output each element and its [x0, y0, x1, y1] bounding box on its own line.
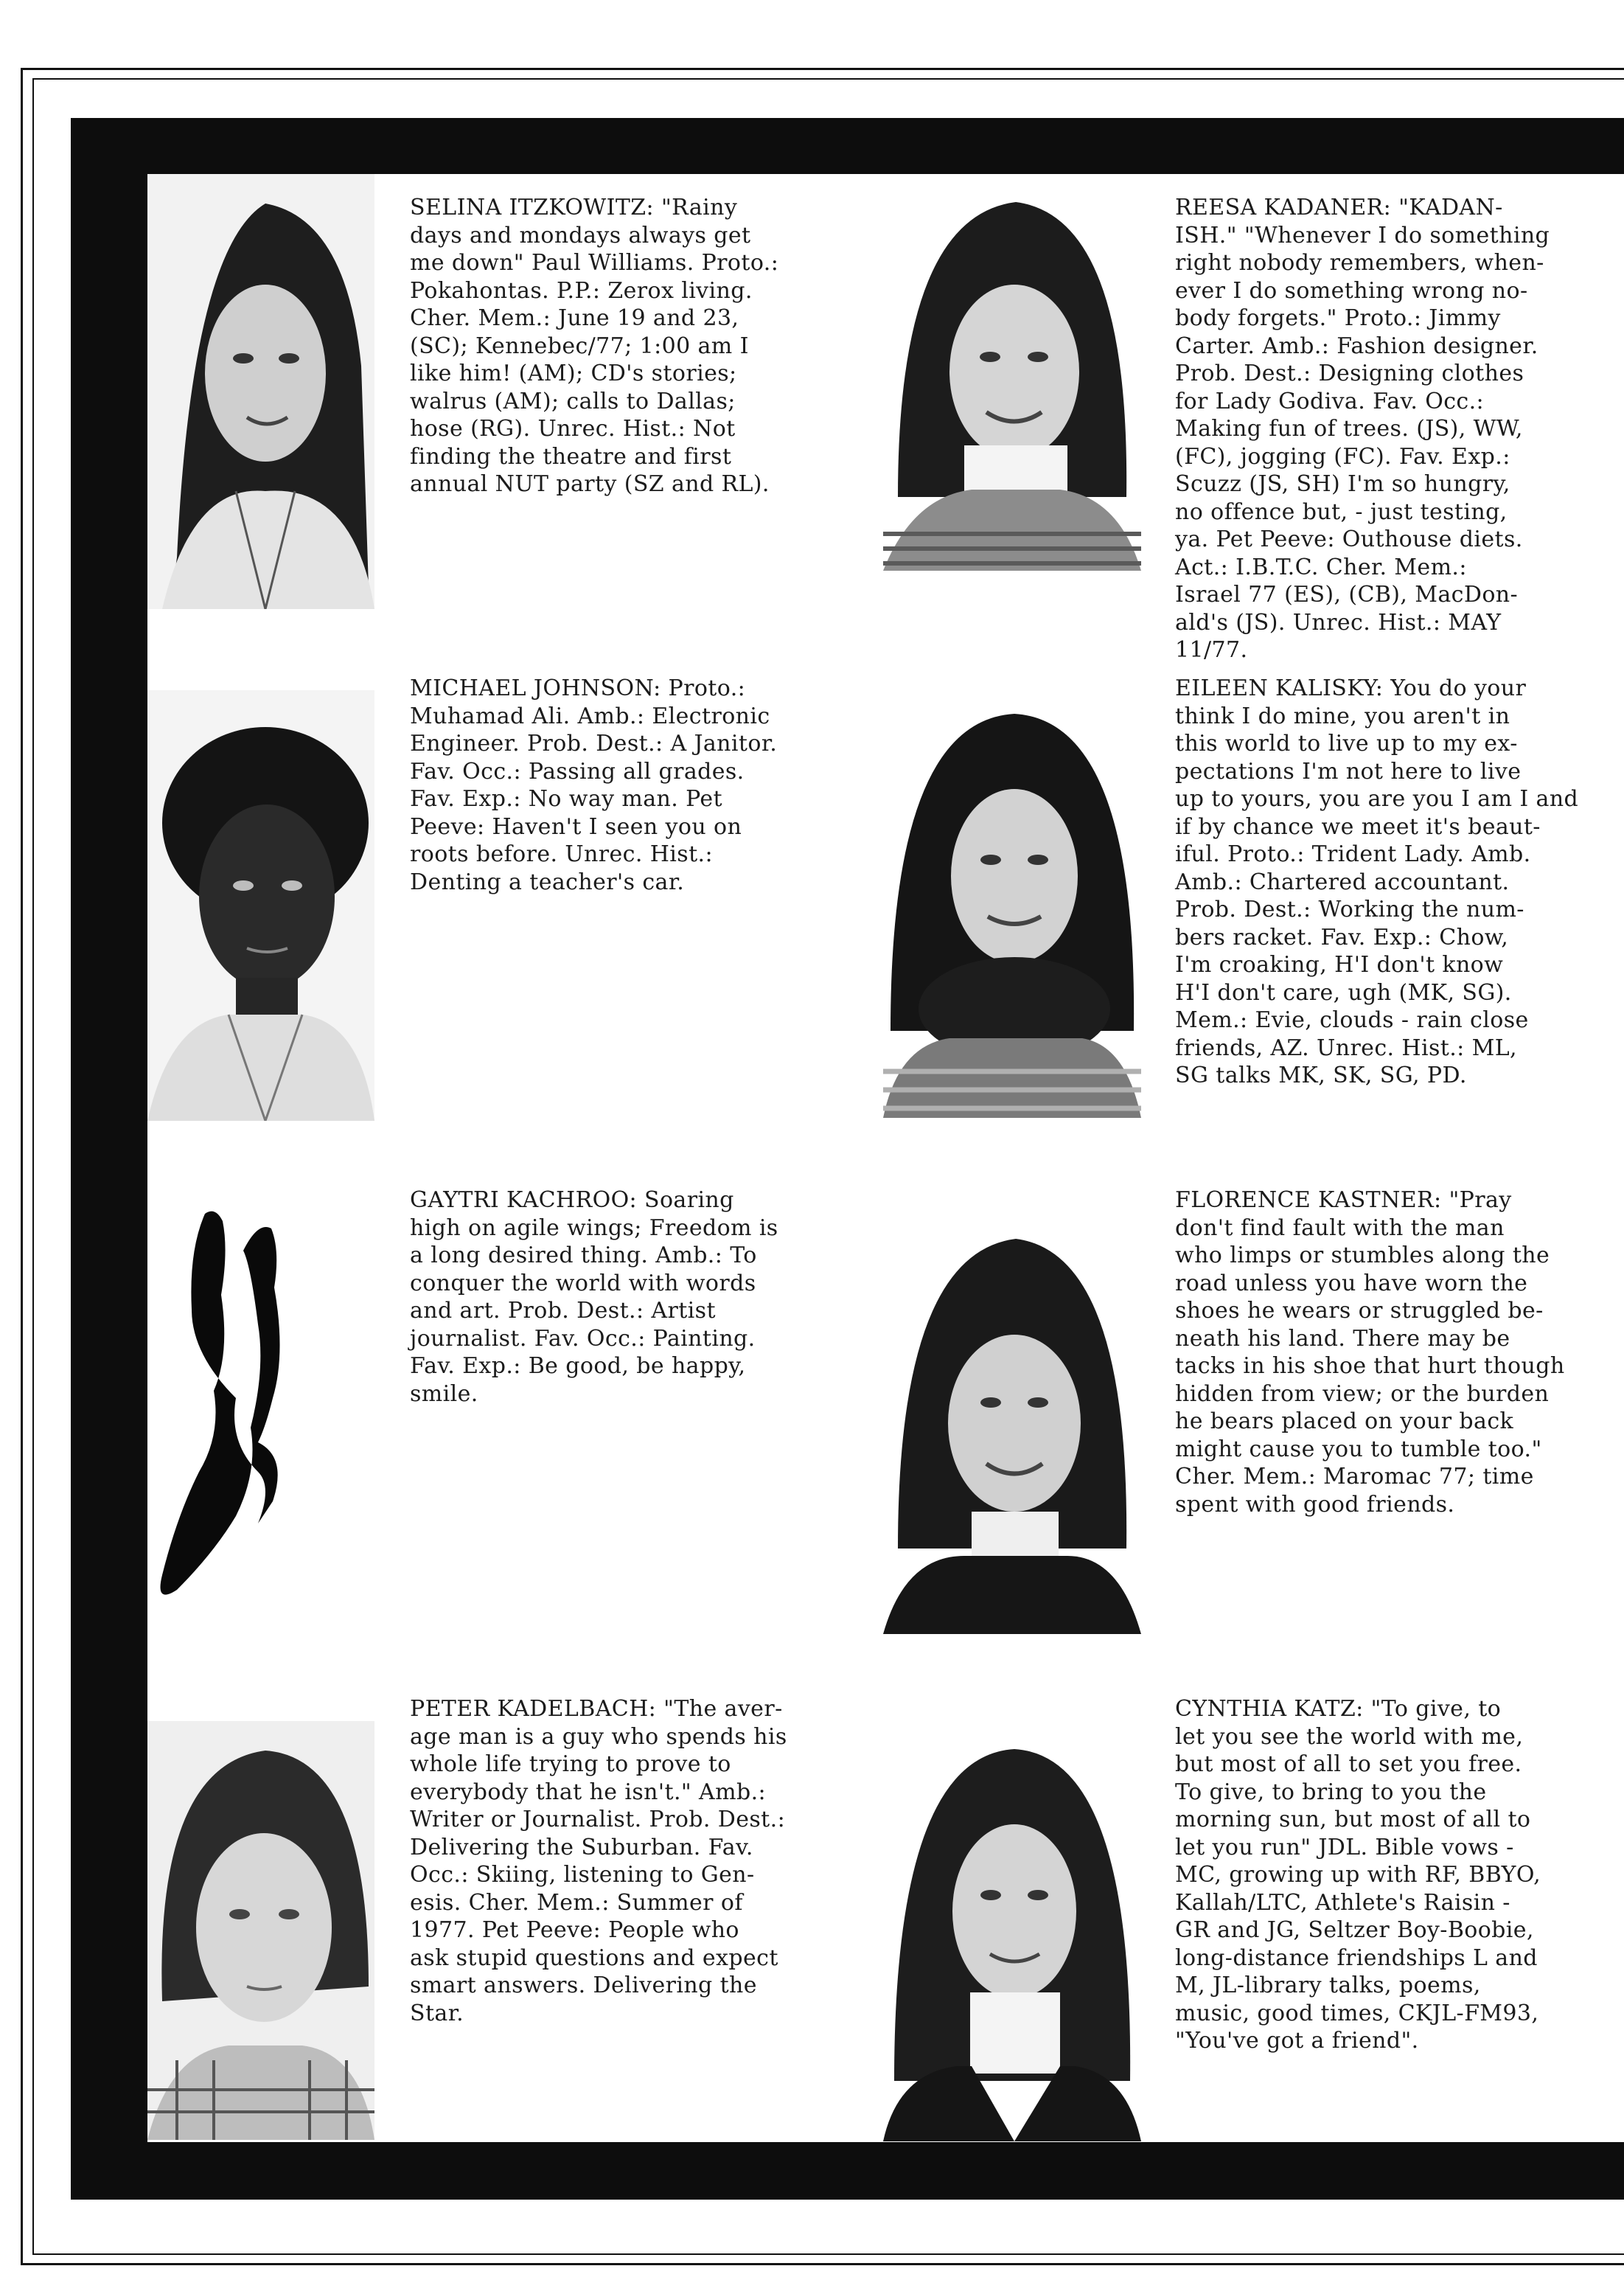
bio-line: Delivering the Suburban. Fav.	[410, 1834, 753, 1860]
bio-line: annual NUT party (SZ and RL).	[410, 471, 770, 497]
bio-line: Carter. Amb.: Fashion designer.	[1175, 333, 1538, 359]
bio-line: Prob. Dest.: Working the num-	[1175, 897, 1524, 922]
bio-line: journalist. Fav. Occ.: Painting.	[410, 1325, 756, 1352]
bio-line: Cher. Mem.: June 19 and 23,	[410, 305, 739, 331]
bio-line: SELINA ITZKOWITZ: "Rainy	[410, 195, 738, 220]
bio-line: ask stupid questions and expect	[410, 1944, 778, 1971]
bio-line: GR and JG, Seltzer Boy-Boobie,	[1175, 1917, 1534, 1943]
portrait-photo-6	[883, 1209, 1141, 1634]
bio-line: tacks in his shoe that hurt though	[1175, 1353, 1565, 1379]
bio-line: whole life trying to prove to	[410, 1751, 731, 1777]
bio-line: might cause you to tumble too."	[1175, 1436, 1542, 1462]
portrait-photo-4	[883, 692, 1141, 1118]
bio-line: Pokahontas. P.P.: Zerox living.	[410, 277, 753, 304]
bio-line: Scuzz (JS, SH) I'm so hungry,	[1175, 471, 1510, 497]
bio-line: long-distance friendships L and	[1175, 1944, 1538, 1971]
bio-line: Act.: I.B.T.C. Cher. Mem.:	[1175, 554, 1467, 580]
bio-line: hidden from view; or the burden	[1175, 1380, 1550, 1407]
bio-line: GAYTRI KACHROO: Soaring	[410, 1187, 734, 1213]
bio-line: shoes he wears or struggled be-	[1175, 1298, 1544, 1324]
bio-line: Prob. Dest.: Designing clothes	[1175, 361, 1524, 386]
bio-line: Fav. Exp.: No way man. Pet	[410, 786, 722, 812]
bio-line: Making fun of trees. (JS), WW,	[1175, 416, 1523, 442]
bio-line: CYNTHIA KATZ: "To give, to	[1175, 1696, 1502, 1722]
bio-line: who limps or stumbles along the	[1175, 1242, 1550, 1268]
bio-text-florence-kastner	[1175, 1186, 1565, 1518]
bio-line: Fav. Occ.: Passing all grades.	[410, 758, 745, 785]
bio-line: ever I do something wrong no-	[1175, 277, 1528, 304]
bio-line: like him! (AM); CD's stories;	[410, 361, 737, 386]
bio-line: right nobody remembers, when-	[1175, 250, 1544, 276]
bio-line: ald's (JS). Unrec. Hist.: MAY	[1175, 609, 1502, 636]
bio-line: neath his land. There may be	[1175, 1325, 1510, 1352]
bio-line: Fav. Exp.: Be good, be happy,	[410, 1353, 746, 1379]
bio-text-reesa-kadaner	[1175, 194, 1550, 664]
bio-line: smart answers. Delivering the	[410, 1973, 757, 1998]
bio-line: for Lady Godiva. Fav. Occ.:	[1175, 388, 1485, 414]
bio-line: he bears placed on your back	[1175, 1408, 1514, 1434]
bio-line: morning sun, but most of all to	[1175, 1807, 1531, 1832]
bio-line: me down" Paul Williams. Proto.:	[410, 250, 779, 276]
bio-line: "You've got a friend".	[1175, 2028, 1419, 2054]
bio-line: SG talks MK, SK, SG, PD.	[1175, 1063, 1467, 1088]
bio-line: Star.	[410, 2000, 464, 2026]
bio-line: conquer the world with words	[410, 1270, 756, 1296]
bio-line: a long desired thing. Amb.: To	[410, 1242, 757, 1268]
portrait-photo-8	[883, 1727, 1141, 2141]
bio-text-selina-itzkowitz	[410, 194, 778, 498]
bio-line: friends, AZ. Unrec. Hist.: ML,	[1175, 1035, 1517, 1061]
bio-line: FLORENCE KASTNER: "Pray	[1175, 1187, 1512, 1213]
portrait-photo-1	[147, 174, 374, 609]
bio-line: pectations I'm not here to live	[1175, 758, 1522, 785]
silhouette-artwork-5	[147, 1206, 332, 1605]
bio-text-cynthia-katz	[1175, 1695, 1541, 2055]
left-black-band	[71, 118, 142, 2200]
bio-line: Israel 77 (ES), (CB), MacDon-	[1175, 582, 1519, 608]
bio-line: Peeve: Haven't I seen you on	[410, 813, 742, 840]
bio-text-michael-johnson	[410, 675, 777, 896]
bio-line: Muhamad Ali. Amb.: Electronic	[410, 703, 770, 729]
bio-line: spent with good friends.	[1175, 1491, 1455, 1518]
bio-line: MICHAEL JOHNSON: Proto.:	[410, 675, 746, 701]
bio-line: 11/77.	[1175, 637, 1248, 663]
bio-line: Writer or Journalist. Prob. Dest.:	[410, 1807, 786, 1832]
bio-text-gaytri-kachroo	[410, 1186, 778, 1408]
bio-line: if by chance we meet it's beaut-	[1175, 813, 1541, 840]
bio-line: MC, growing up with RF, BBYO,	[1175, 1862, 1541, 1888]
bio-text-eileen-kalisky	[1175, 675, 1578, 1090]
portrait-photo-3	[147, 690, 374, 1121]
bio-line: PETER KADELBACH: "The aver-	[410, 1696, 783, 1722]
bio-line: days and mondays always get	[410, 222, 751, 248]
bio-line: iful. Proto.: Trident Lady. Amb.	[1175, 841, 1531, 867]
bio-line: this world to live up to my ex-	[1175, 731, 1518, 757]
bio-line: body forgets." Proto.: Jimmy	[1175, 305, 1501, 331]
bio-line: walrus (AM); calls to Dallas;	[410, 388, 736, 414]
bio-line: REESA KADANER: "KADAN-	[1175, 195, 1503, 220]
bio-line: To give, to bring to you the	[1175, 1779, 1487, 1805]
bio-line: let you see the world with me,	[1175, 1723, 1524, 1750]
bio-line: no offence but, - just testing,	[1175, 498, 1508, 525]
bio-line: Cher. Mem.: Maromac 77; time	[1175, 1464, 1534, 1490]
bio-line: Engineer. Prob. Dest.: A Janitor.	[410, 731, 778, 757]
bio-line: but most of all to set you free.	[1175, 1751, 1522, 1777]
bio-line: roots before. Unrec. Hist.:	[410, 841, 713, 867]
bio-line: and art. Prob. Dest.: Artist	[410, 1298, 716, 1324]
bio-line: Occ.: Skiing, listening to Gen-	[410, 1862, 755, 1888]
bio-line: Amb.: Chartered accountant.	[1175, 869, 1510, 895]
bio-line: let you run" JDL. Bible vows -	[1175, 1834, 1514, 1860]
bio-line: everybody that he isn't." Amb.:	[410, 1779, 767, 1805]
portrait-photo-2	[883, 187, 1141, 571]
left-band-edge	[142, 174, 147, 2142]
bio-text-peter-kadelbach	[410, 1695, 787, 2027]
bio-line: I'm croaking, H'I don't know	[1175, 952, 1504, 978]
bio-line: road unless you have worn the	[1175, 1270, 1528, 1296]
bio-line: think I do mine, you aren't in	[1175, 703, 1510, 729]
bio-line: Kallah/LTC, Athlete's Raisin -	[1175, 1889, 1510, 1916]
bio-line: esis. Cher. Mem.: Summer of	[410, 1889, 743, 1916]
bio-line: high on agile wings; Freedom is	[410, 1214, 778, 1241]
bio-line: Mem.: Evie, clouds - rain close	[1175, 1007, 1529, 1033]
bio-line: 1977. Pet Peeve: People who	[410, 1917, 739, 1943]
bio-line: ISH." "Whenever I do something	[1175, 222, 1550, 248]
bio-line: finding the theatre and first	[410, 443, 732, 470]
bio-line: music, good times, CKJL-FM93,	[1175, 2000, 1539, 2026]
bio-line: M, JL-library talks, poems,	[1175, 1973, 1481, 1998]
portrait-photo-7	[147, 1721, 374, 2140]
bio-line: smile.	[410, 1380, 478, 1407]
bio-line: ya. Pet Peeve: Outhouse diets.	[1175, 526, 1523, 552]
bio-line: up to yours, you are you I am I and	[1175, 786, 1579, 812]
bio-line: Denting a teacher's car.	[410, 869, 685, 895]
bio-line: EILEEN KALISKY: You do your	[1175, 675, 1527, 701]
bio-line: bers racket. Fav. Exp.: Chow,	[1175, 924, 1509, 950]
bio-line: hose (RG). Unrec. Hist.: Not	[410, 416, 736, 442]
bio-line: H'I don't care, ugh (MK, SG).	[1175, 979, 1512, 1006]
bio-line: age man is a guy who spends his	[410, 1723, 787, 1750]
bio-line: (FC), jogging (FC). Fav. Exp.:	[1175, 443, 1510, 470]
top-black-band	[71, 118, 1624, 174]
bio-line: (SC); Kennebec/77; 1:00 am I	[410, 333, 749, 359]
bio-line: don't find fault with the man	[1175, 1214, 1505, 1241]
bottom-black-band	[71, 2142, 1624, 2200]
